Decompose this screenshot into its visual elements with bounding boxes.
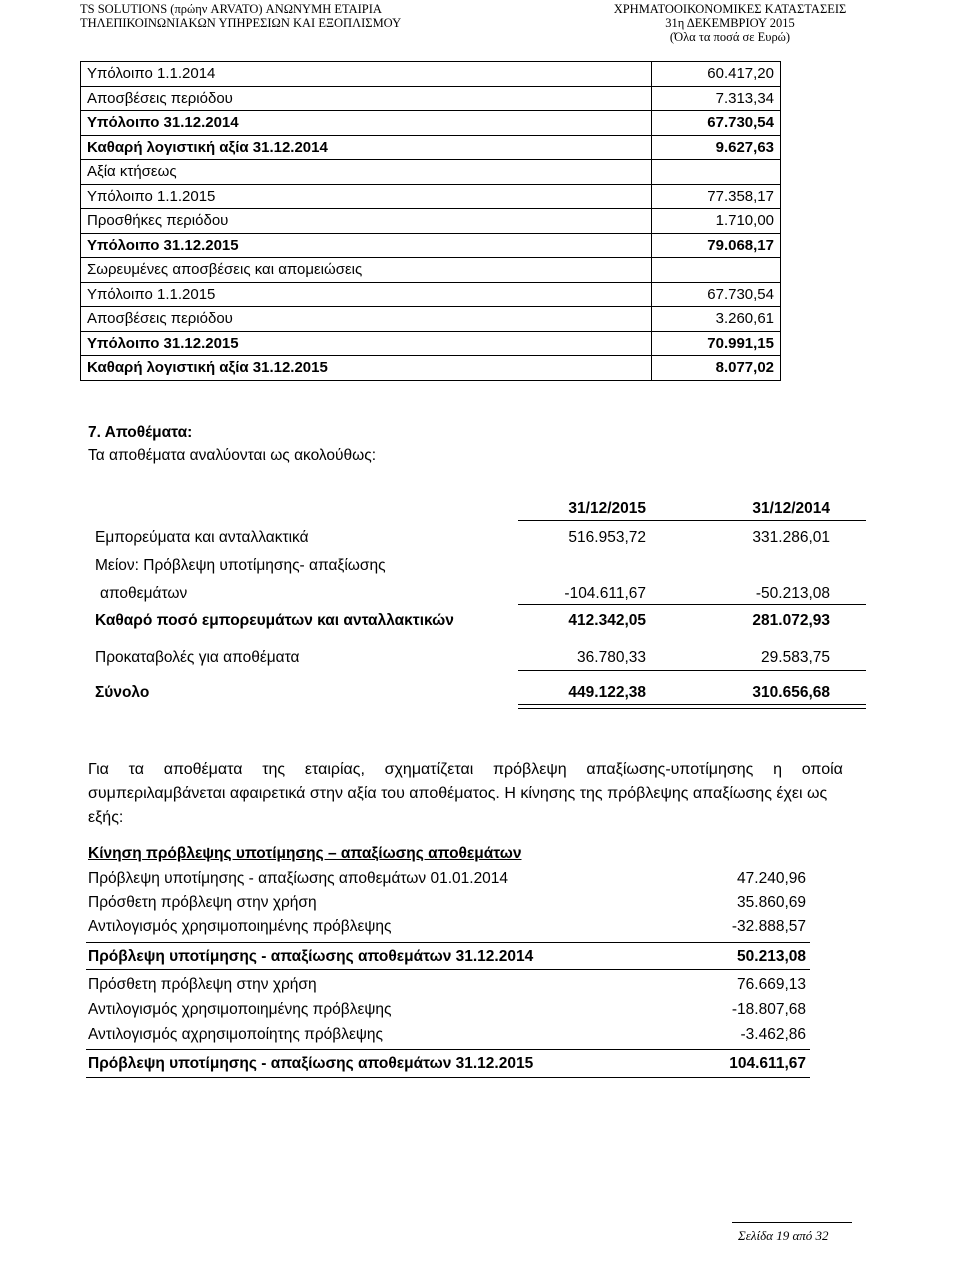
advances-2014: 29.583,75 — [761, 649, 830, 666]
asset-row-value: 1.710,00 — [652, 209, 781, 234]
asset-row-label: Υπόλοιπο 1.1.2015 — [81, 184, 652, 209]
asset-row-label: Σωρευμένες αποσβέσεις και απομειώσεις — [81, 258, 652, 283]
asset-row-value: 79.068,17 — [652, 233, 781, 258]
movement-separator-2 — [86, 969, 810, 970]
paragraph-word: οποία — [801, 761, 843, 778]
asset-table-row — [81, 356, 781, 381]
asset-row-value: 3.260,61 — [652, 307, 781, 332]
net-label: Καθαρό ποσό εμπορευμάτων και ανταλλακτικών — [95, 612, 454, 629]
total-double-underline — [518, 704, 866, 709]
asset-row-value: 60.417,20 — [652, 62, 781, 87]
col-header-2014: 31/12/2014 — [752, 500, 830, 517]
advances-2015: 36.780,33 — [577, 649, 646, 666]
asset-table-row — [81, 233, 781, 258]
movement-row-value: 47.240,96 — [737, 870, 806, 887]
movement-row-label: Αντιλογισμός χρησιμοποιημένης πρόβλεψης — [88, 1001, 392, 1018]
asset-row-label: Αξία κτήσεως — [81, 160, 652, 185]
fixed-asset-table — [80, 61, 781, 381]
total-label: Σύνολο — [95, 684, 150, 701]
provision-2014: -50.213,08 — [755, 585, 830, 602]
paragraph-word: της — [262, 761, 286, 778]
asset-row-label: Υπόλοιπο 31.12.2014 — [81, 111, 652, 136]
asset-row-value: 77.358,17 — [652, 184, 781, 209]
report-title: ΧΡΗΜΑΤΟΟΙΚΟΝΟΜΙΚΕΣ ΚΑΤΑΣΤΑΣΕΙΣ — [613, 2, 847, 16]
movement-separator-3 — [86, 1049, 810, 1050]
asset-row-label: Υπόλοιπο 1.1.2014 — [81, 62, 652, 87]
inventory-intro: Τα αποθέματα αναλύονται ως ακολούθως: — [88, 447, 377, 464]
asset-row-value: 9.627,63 — [652, 135, 781, 160]
movement-row-label: Αντιλογισμός αχρησιμοποίητης πρόβλεψης — [88, 1026, 383, 1043]
report-date: 31η ΔΕΚΕΜΒΡΙΟΥ 2015 — [665, 16, 795, 30]
movement-separator-1 — [86, 942, 810, 943]
asset-table-row — [81, 160, 781, 185]
paragraph-word: η — [773, 761, 782, 778]
company-name-line1: TS SOLUTIONS (πρώην ARVATO) ΑΝΩΝΥΜΗ ΕΤΑΙΡΙΑ — [80, 2, 382, 16]
asset-table-row — [81, 111, 781, 136]
movement-row-label: Αντιλογισμός χρησιμοποιημένης πρόβλεψης — [88, 918, 392, 935]
provision-2015: -104.611,67 — [564, 585, 646, 602]
col-header-2015: 31/12/2015 — [568, 500, 646, 517]
inventory-heading: 7. Αποθέματα: — [88, 424, 193, 441]
asset-row-label: Υπόλοιπο 31.12.2015 — [81, 331, 652, 356]
movement-row-label: Πρόσθετη πρόβλεψη στην χρήση — [88, 976, 317, 993]
paragraph-word: σχηματίζεται — [384, 761, 474, 778]
paragraph-word: εταιρίας, — [304, 761, 365, 778]
total-2015: 449.122,38 — [568, 684, 646, 701]
asset-row-label: Υπόλοιπο 1.1.2015 — [81, 282, 652, 307]
paragraph-word: τα — [128, 761, 144, 778]
subtotal-2014-value: 50.213,08 — [737, 948, 806, 965]
asset-table-row — [81, 258, 781, 283]
movement-row-value: 35.860,69 — [737, 894, 806, 911]
asset-row-value: 67.730,54 — [652, 282, 781, 307]
net-2015: 412.342,05 — [568, 612, 646, 629]
advances-label: Προκαταβολές για αποθέματα — [95, 649, 300, 666]
asset-row-value: 70.991,15 — [652, 331, 781, 356]
subtotal-2015-label: Πρόβλεψη υποτίμησης - απαξίωσης αποθεμάτων 31.12.2015 — [88, 1055, 534, 1072]
asset-table-row — [81, 86, 781, 111]
asset-row-value: 7.313,34 — [652, 86, 781, 111]
asset-row-label: Αποσβέσεις περιόδου — [81, 86, 652, 111]
provision-label-line2: αποθεμάτων — [100, 585, 188, 602]
col-header-underline — [518, 520, 866, 521]
asset-row-label: Προσθήκες περιόδου — [81, 209, 652, 234]
asset-table-row — [81, 331, 781, 356]
subtotal-2015-value: 104.611,67 — [729, 1055, 806, 1072]
movement-row-value: -18.807,68 — [731, 1001, 806, 1018]
asset-table-row — [81, 209, 781, 234]
page-number: Σελίδα 19 από 32 — [738, 1228, 829, 1243]
paragraph-word: απαξίωσης-υποτίμησης — [586, 761, 754, 778]
footer-rule — [732, 1222, 852, 1223]
movement-row-label: Πρόβλεψη υποτίμησης - απαξίωσης αποθεμάτων 01.01.2014 — [88, 870, 509, 887]
paragraph-word: αποθέματα — [163, 761, 243, 778]
advances-underline — [518, 670, 866, 671]
asset-table-row — [81, 184, 781, 209]
asset-row-value — [652, 160, 781, 185]
company-name-line2: ΤΗΛΕΠΙΚΟΙΝΩΝΙΑΚΩΝ ΥΠΗΡΕΣΙΩΝ ΚΑΙ ΕΞΟΠΛΙΣΜΟΥ — [80, 16, 402, 30]
goods-label: Εμπορεύματα και ανταλλακτικά — [95, 529, 309, 546]
asset-row-label: Καθαρή λογιστική αξία 31.12.2014 — [81, 135, 652, 160]
asset-table-row — [81, 307, 781, 332]
goods-2014: 331.286,01 — [752, 529, 830, 546]
asset-row-label: Καθαρή λογιστική αξία 31.12.2015 — [81, 356, 652, 381]
paragraph-word: πρόβλεψη — [492, 761, 567, 778]
paragraph-line1 — [88, 758, 843, 782]
subtotal-2014-label: Πρόβλεψη υποτίμησης - απαξίωσης αποθεμάτων 31.12.2014 — [88, 948, 534, 965]
movement-row-label: Πρόσθετη πρόβλεψη στην χρήση — [88, 894, 317, 911]
asset-row-value: 8.077,02 — [652, 356, 781, 381]
provision-label-line1: Μείον: Πρόβλεψη υποτίμησης- απαξίωσης — [95, 557, 386, 574]
net-2014: 281.072,93 — [752, 612, 830, 629]
movement-title: Κίνηση πρόβλεψης υποτίμησης – απαξίωσης αποθεμάτων — [88, 845, 522, 862]
movement-row-value: -3.462,86 — [740, 1026, 806, 1043]
paragraph-word: Για — [88, 761, 109, 778]
paragraph-line2: συμπεριλαμβάνεται αφαιρετικά στην αξία του αποθέματος. Η κίνησης της πρόβλεψης απαξίωσης έχει ως — [88, 785, 828, 802]
movement-separator-4 — [86, 1077, 810, 1078]
total-2014: 310.656,68 — [752, 684, 830, 701]
asset-table-row — [81, 282, 781, 307]
movement-row-value: 76.669,13 — [737, 976, 806, 993]
paragraph-line3: εξής: — [88, 809, 124, 826]
report-currency: (Όλα τα ποσά σε Ευρώ) — [669, 30, 791, 44]
provision-underline — [518, 604, 866, 605]
goods-2015: 516.953,72 — [568, 529, 646, 546]
asset-row-value: 67.730,54 — [652, 111, 781, 136]
asset-row-label: Αποσβέσεις περιόδου — [81, 307, 652, 332]
asset-row-label: Υπόλοιπο 31.12.2015 — [81, 233, 652, 258]
asset-row-value — [652, 258, 781, 283]
asset-table-row — [81, 62, 781, 87]
movement-row-value: -32.888,57 — [731, 918, 806, 935]
asset-table-row — [81, 135, 781, 160]
